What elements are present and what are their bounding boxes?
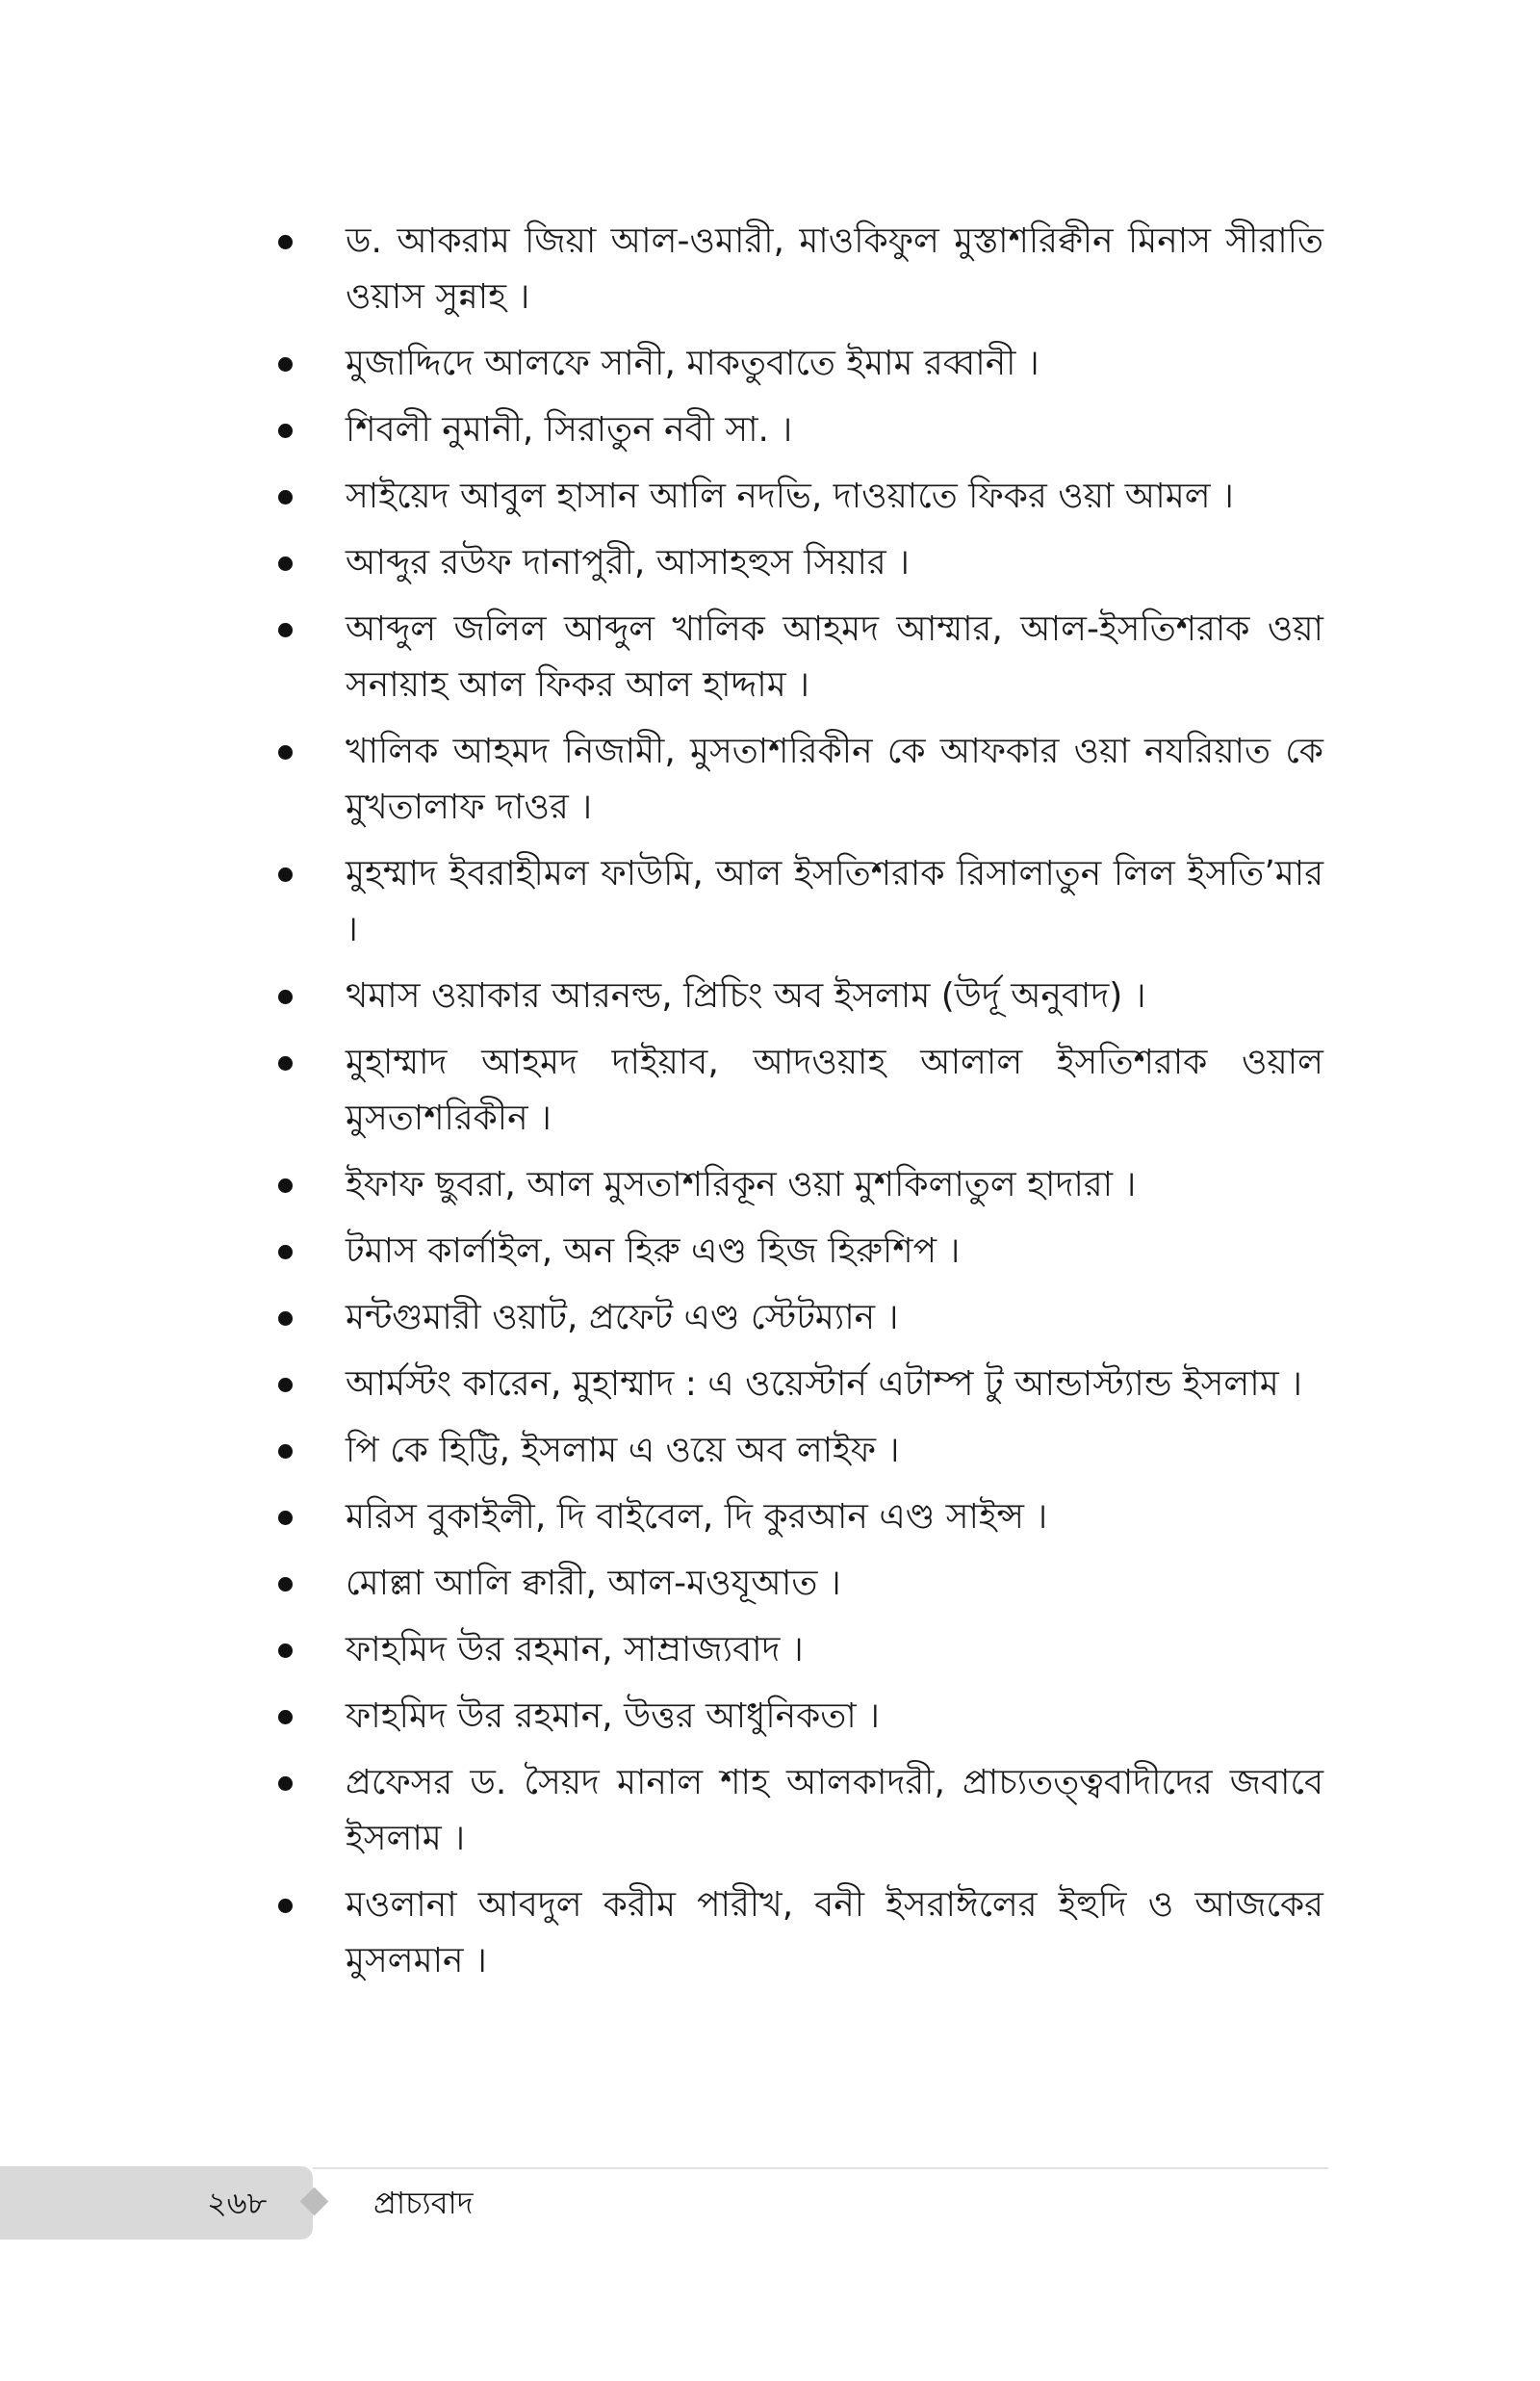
- reference-text: ড. আকরাম জিয়া আল-ওমারী, মাওকিফুল মুস্তাশরিক্বীন মিনাস সীরাতি ওয়াস সুন্নাহ ।: [346, 221, 1323, 317]
- bullet-icon: [278, 235, 293, 249]
- footer-divider: [313, 2167, 1328, 2169]
- list-item: [274, 602, 1323, 713]
- bullet-icon: [278, 1511, 293, 1525]
- list-item: [274, 1290, 1323, 1346]
- reference-list: [274, 214, 1323, 2000]
- list-item: [274, 336, 1323, 392]
- list-item: [274, 969, 1323, 1024]
- reference-text: প্রফেসর ড. সৈয়দ মানাল শাহ আলকাদরী, প্রাচ্যতত্ত্ববাদীদের জবাবে ইসলাম ।: [346, 1763, 1323, 1858]
- bullet-icon: [278, 1899, 293, 1913]
- list-item: [274, 1035, 1323, 1147]
- running-title: প্রাচ্যবাদ: [373, 2185, 474, 2221]
- bullet-icon: [278, 357, 293, 372]
- list-item: [274, 724, 1323, 836]
- bullet-icon: [278, 1178, 293, 1193]
- reference-text: ইফাফ ছুবরা, আল মুসতাশরিকূন ওয়া মুশকিলাতুল হাদারা ।: [346, 1165, 1137, 1204]
- reference-text: মরিস বুকাইলী, দি বাইবেল, দি কুরআন এণ্ড সাইন্স ।: [346, 1497, 1048, 1537]
- list-item: [274, 535, 1323, 591]
- list-item: [274, 1157, 1323, 1213]
- bullet-icon: [278, 1056, 293, 1071]
- bullet-icon: [278, 1311, 293, 1326]
- bullet-icon: [278, 1245, 293, 1259]
- list-item: [274, 1357, 1323, 1412]
- reference-text: খালিক আহমদ নিজামী, মুসতাশরিকীন কে আফকার ওয়া নযরিয়াত কে মুখতালাফ দাওর ।: [346, 732, 1323, 827]
- reference-text: ফাহমিদ উর রহমান, উত্তর আধুনিকতা ।: [346, 1696, 881, 1736]
- reference-text: ফাহমিদ উর রহমান, সাম্রাজ্যবাদ ।: [346, 1630, 804, 1669]
- bullet-icon: [278, 1643, 293, 1658]
- reference-text: মওলানা আবদুল করীম পারীখ, বনী ইসরাঈলের ইহুদি ও আজকের মুসলমান ।: [346, 1885, 1323, 1980]
- reference-text: সাইয়েদ আবুল হাসান আলি নদভি, দাওয়াতে ফিকর ওয়া আমল ।: [346, 477, 1234, 516]
- bullet-icon: [278, 1776, 293, 1791]
- reference-text: আব্দুর রউফ দানাপুরী, আসাহহুস সিয়ার ।: [346, 543, 911, 582]
- list-item: [274, 1689, 1323, 1745]
- bullet-icon: [278, 1444, 293, 1459]
- reference-text: মোল্লা আলি ক্বারী, আল-মওযূআত ।: [346, 1564, 841, 1603]
- reference-text: মুহম্মাদ ইবরাহীমল ফাউমি, আল ইসতিশরাক রিসালাতুন লিল ইসতি’মার ।: [346, 854, 1323, 949]
- reference-text: টমাস কার্লাইল, অন হিরু এণ্ড হিজ হিরুশিপ ।: [346, 1231, 961, 1271]
- reference-text: আব্দুল জলিল আব্দুল খালিক আহমদ আম্মার, আল-ইসতিশরাক ওয়া সনায়াহ আল ফিকর আল হাদ্দাম ।: [346, 609, 1323, 705]
- page-number: ২৬৮: [207, 2185, 268, 2221]
- list-item: [274, 846, 1323, 958]
- list-item: [274, 1423, 1323, 1479]
- list-item: [274, 1556, 1323, 1612]
- list-item: [274, 1755, 1323, 1867]
- bullet-icon: [278, 1710, 293, 1724]
- bullet-icon: [278, 1577, 293, 1592]
- list-item: [274, 469, 1323, 525]
- bullet-icon: [278, 623, 293, 637]
- bullet-icon: [278, 745, 293, 760]
- list-item: [274, 1224, 1323, 1280]
- reference-text: মুজাদ্দিদে আলফে সানী, মাকতুবাতে ইমাম রব্বানী ।: [346, 344, 1040, 383]
- bullet-icon: [278, 990, 293, 1004]
- list-item: [274, 214, 1323, 325]
- reference-text: থমাস ওয়াকার আরনল্ড, প্রিচিং অব ইসলাম (উর্দূ অনুবাদ) ।: [346, 976, 1146, 1016]
- list-item: [274, 1489, 1323, 1545]
- bullet-icon: [278, 1378, 293, 1392]
- bullet-icon: [278, 556, 293, 571]
- list-item: [274, 402, 1323, 458]
- reference-text: মন্টগুমারী ওয়াট, প্রফেট এণ্ড স্টেটম্যান ।: [346, 1298, 899, 1337]
- list-item: [274, 1877, 1323, 1989]
- bullet-icon: [278, 424, 293, 438]
- bullet-icon: [278, 867, 293, 882]
- reference-text: আর্মস্টং কারেন, মুহাম্মাদ : এ ওয়েস্টার্ন এটাম্প টু আন্ডাস্ট্যান্ড ইসলাম ।: [346, 1364, 1302, 1404]
- list-item: [274, 1622, 1323, 1678]
- reference-text: মুহাম্মাদ আহমদ দাইয়াব, আদওয়াহ আলাল ইসতিশরাক ওয়াল মুসতাশরিকীন ।: [346, 1043, 1323, 1138]
- bullet-icon: [278, 490, 293, 505]
- reference-text: শিবলী নুমানী, সিরাতুন নবী সা. ।: [346, 410, 793, 450]
- reference-text: পি কে হিট্টি, ইসলাম এ ওয়ে অব লাইফ ।: [346, 1431, 900, 1470]
